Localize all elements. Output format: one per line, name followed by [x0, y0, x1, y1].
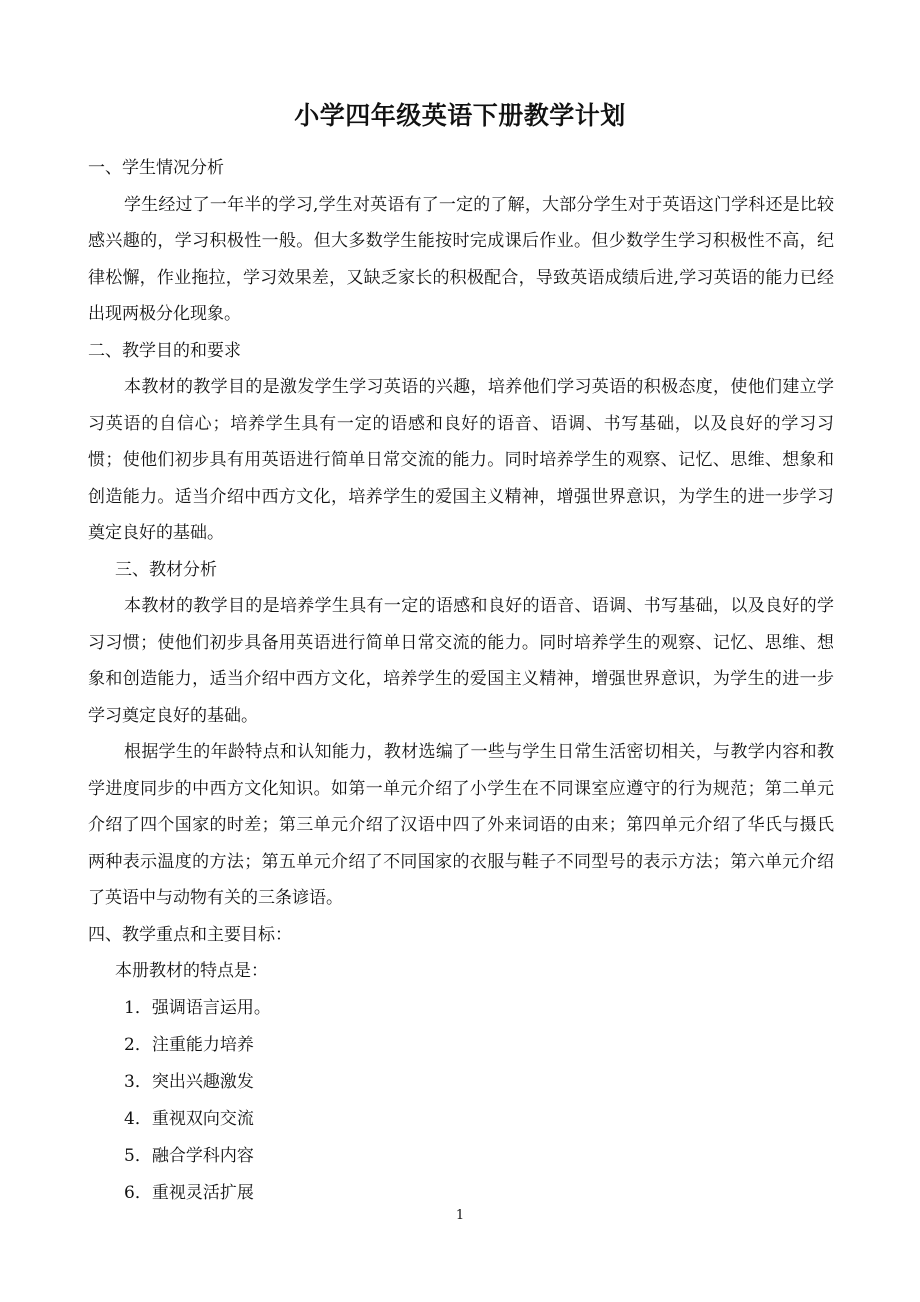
section-heading-textbook-analysis: 三、教材分析 [115, 559, 217, 580]
section-heading-key-objectives: 四、教学重点和主要目标： [88, 924, 292, 945]
textbook-features-list [88, 990, 834, 1212]
list-item: 6．重视灵活扩展 [124, 1182, 254, 1203]
list-item: 5．融合学科内容 [124, 1145, 254, 1166]
paragraph-textbook-analysis-2: 根据学生的年龄特点和认知能力，教材选编了一些与学生日常生活密切相关，与教学内容和教学进度同步的中西方文化知识。如第一单元介绍了小学生在不同课室应遵守的行为规范；第二单元介绍了四个国家的时差；第三单元介绍了汉语中四了外来词语的由来；第四单元介绍了华氏与摄氏两种表示温度的方法；第五单元介绍了不同国家的衣服与鞋子不同型号的表示方法；第六单元介绍了英语中与动物有关的三条谚语。 [88, 742, 834, 908]
document-body [88, 150, 834, 1212]
textbook-features-intro: 本册教材的特点是： [115, 961, 268, 981]
paragraph-textbook-analysis-1: 本教材的教学目的是培养学生具有一定的语感和良好的语音、语调、书写基础，以及良好的学习习惯；使他们初步具备用英语进行简单日常交流的能力。同时培养学生的观察、记忆、思维、想象和创造能力，适当介绍中西方文化，培养学生的爱国主义精神，增强世界意识，为学生的进一步学习奠定良好的基础。 [88, 596, 834, 726]
section-heading-student-analysis: 一、学生情况分析 [88, 158, 224, 178]
document-title: 小学四年级英语下册教学计划 [294, 101, 626, 130]
list-item: 3．突出兴趣激发 [124, 1071, 254, 1092]
list-item: 2．注重能力培养 [124, 1034, 254, 1055]
section-heading-teaching-goals: 二、教学目的和要求 [88, 340, 241, 361]
list-item: 4．重视双向交流 [124, 1108, 254, 1129]
paragraph-student-analysis: 学生经过了一年半的学习,学生对英语有了一定的了解，大部分学生对于英语这门学科还是比较感兴趣的，学习积极性一般。但大多数学生能按时完成课后作业。但少数学生学习积极性不高，纪律松懈，作业拖拉，学习效果差，又缺乏家长的积极配合，导致英语成绩后进,学习英语的能力已经出现两极分化现象。 [88, 194, 834, 324]
page-number: 1 [455, 1208, 465, 1223]
paragraph-teaching-goals: 本教材的教学目的是激发学生学习英语的兴趣，培养他们学习英语的积极态度，使他们建立学习英语的自信心；培养学生具有一定的语感和良好的语音、语调、书写基础，以及良好的学习习惯；使他们初步具有用英语进行简单日常交流的能力。同时培养学生的观察、记忆、思维、想象和创造能力。适当介绍中西方文化，培养学生的爱国主义精神，增强世界意识，为学生的进一步学习奠定良好的基础。 [88, 377, 834, 543]
list-item: 1．强调语言运用。 [124, 997, 271, 1018]
